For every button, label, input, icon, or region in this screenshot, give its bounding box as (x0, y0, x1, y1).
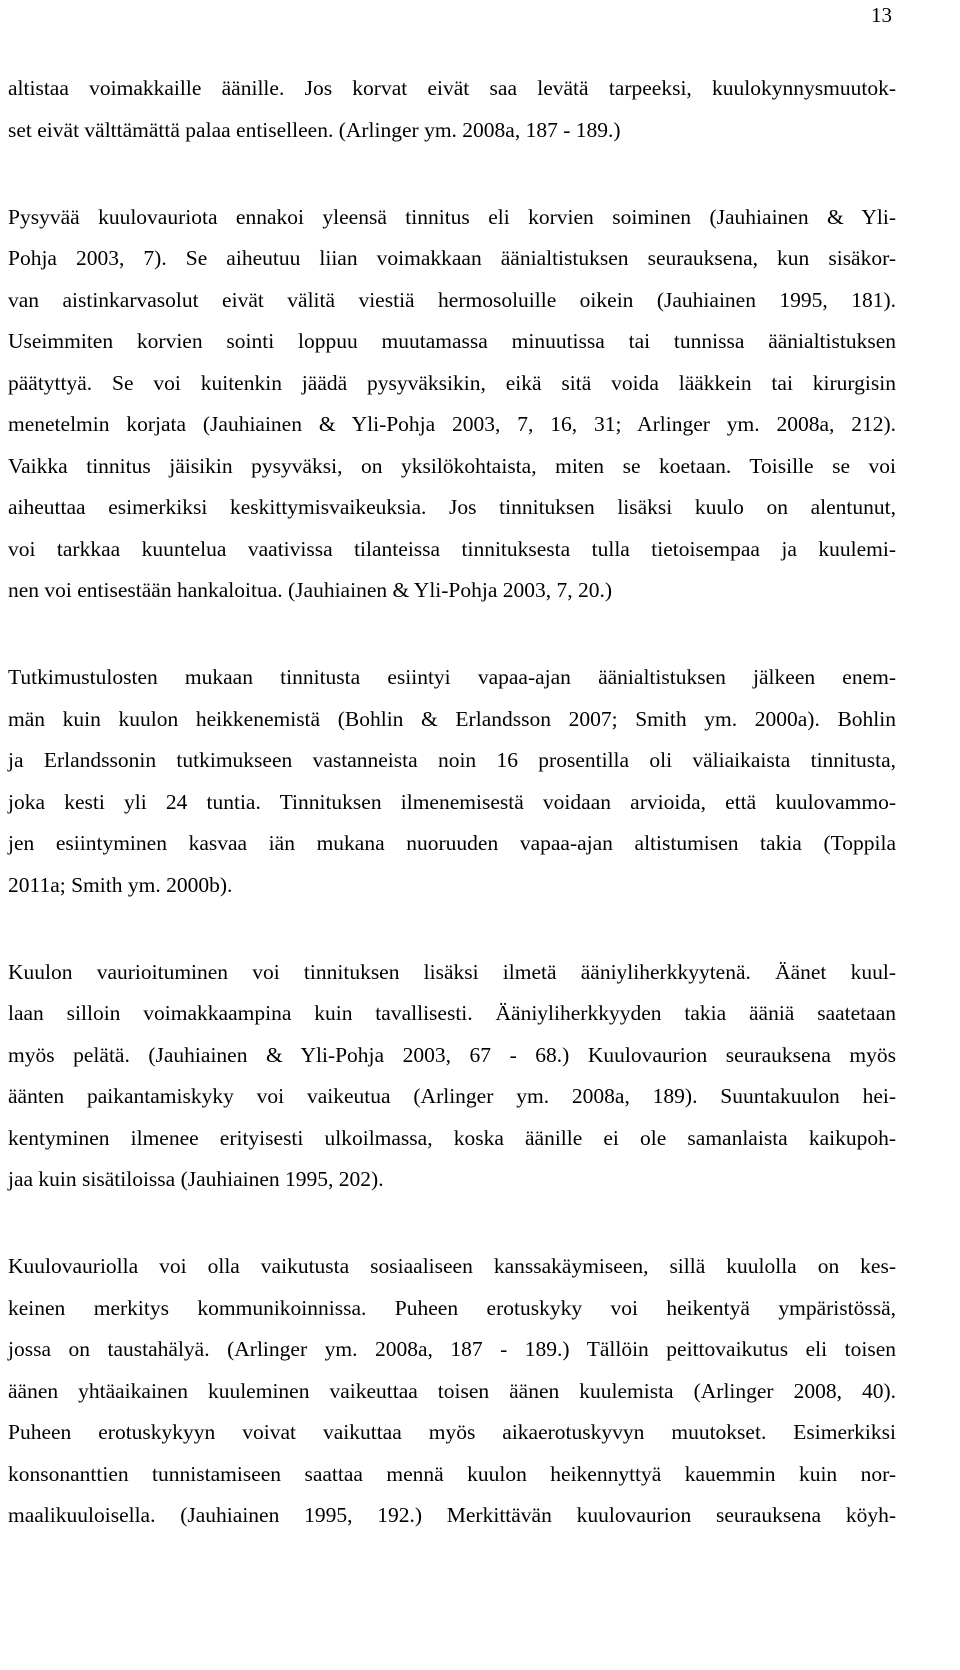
text-line: aiheuttaa esimerkiksi keskittymisvaikeuksia. Jos tinnituksen lisäksi kuulo on alentunut, (8, 495, 896, 519)
text-line: Puheen erotuskykyyn voivat vaikuttaa myös aikaerotuskyvyn muutokset. Esimerkiksi (8, 1420, 896, 1444)
text-line: jaa kuin sisätiloissa (Jauhiainen 1995, 202). (8, 1167, 384, 1191)
text-line: keinen merkitys kommunikoinnissa. Puheen erotuskyky voi heikentyä ympäristössä, (8, 1295, 896, 1320)
document-body (8, 68, 896, 1582)
text-line: kentyminen ilmenee erityisesti ulkoilmassa, koska äänille ei ole samanlaista kaikupoh- (8, 1125, 896, 1150)
text-line: konsonanttien tunnistamiseen saattaa mennä kuulon heikennyttyä kauemmin kuin nor- (8, 1461, 896, 1486)
text-line: Pohja 2003, 7). Se aiheutuu liian voimakkaan äänialtistuksen seurauksena, kun sisäkor- (8, 246, 896, 270)
text-line: nen voi entisestään hankaloitua. (Jauhiainen & Yli-Pohja 2003, 7, 20.) (8, 578, 613, 602)
paragraph (8, 68, 896, 151)
text-line: Pysyvää kuulovauriota ennakoi yleensä tinnitus eli korvien soiminen (Jauhiainen & Yli- (8, 204, 896, 229)
text-line: Kuulon vaurioituminen voi tinnituksen lisäksi ilmetä ääniyliherkkyytenä. Äänet kuul- (8, 959, 896, 984)
text-line: voi tarkkaa kuuntelua vaativissa tilanteissa tinnituksesta tulla tietoisempaa ja kuulemi- (8, 536, 896, 561)
text-line: päätyttyä. Se voi kuitenkin jäädä pysyväksikin, eikä sitä voida lääkkein tai kirurgisin (8, 370, 896, 395)
text-line: äänten paikantamiskyky voi vaikeutua (Arlinger ym. 2008a, 189). Suuntakuulon hei- (8, 1084, 896, 1108)
text-line: Vaikka tinnitus jäisikin pysyväksi, on yksilökohtaista, miten se koetaan. Toisille se voi (8, 453, 896, 478)
text-line: 2011a; Smith ym. 2000b). (8, 872, 233, 897)
text-line: altistaa voimakkaille äänille. Jos korvat eivät saa levätä tarpeeksi, kuulokynnysmuutok- (8, 76, 896, 100)
text-line: män kuin kuulon heikkenemistä (Bohlin & Erlandsson 2007; Smith ym. 2000a). Bohlin (8, 706, 896, 731)
paragraph (8, 1246, 896, 1537)
text-line: set eivät välttämättä palaa entiselleen. (Arlinger ym. 2008a, 187 - 189.) (8, 117, 621, 142)
text-line: maalikuuloisella. (Jauhiainen 1995, 192.) Merkittävän kuulovaurion seurauksena köyh- (8, 1503, 896, 1527)
text-line: jossa on taustahälyä. (Arlinger ym. 2008a, 187 - 189.) Tällöin peittovaikutus eli toisen (8, 1337, 896, 1361)
page-number: 13 (871, 3, 892, 27)
paragraph (8, 197, 896, 612)
text-line: menetelmin korjata (Jauhiainen & Yli-Pohja 2003, 7, 16, 31; Arlinger ym. 2008a, 212). (8, 412, 896, 436)
text-line: myös pelätä. (Jauhiainen & Yli-Pohja 2003, 67 - 68.) Kuulovaurion seurauksena myös (8, 1042, 896, 1067)
text-line: Tutkimustulosten mukaan tinnitusta esiintyi vapaa-ajan äänialtistuksen jälkeen enem- (8, 665, 896, 689)
text-line: jen esiintyminen kasvaa iän mukana nuoruuden vapaa-ajan altistumisen takia (Toppila (8, 831, 896, 855)
text-line: Useimmiten korvien sointi loppuu muutamassa minuutissa tai tunnissa äänialtistuksen (8, 329, 896, 353)
text-line: van aistinkarvasolut eivät välitä viestiä hermosoluille oikein (Jauhiainen 1995, 181). (8, 287, 896, 312)
paragraph (8, 657, 896, 906)
paragraph (8, 952, 896, 1201)
text-line: ja Erlandssonin tutkimukseen vastanneista noin 16 prosentilla oli väliaikaista tinnitusta, (8, 748, 896, 772)
text-line: Kuulovauriolla voi olla vaikutusta sosiaaliseen kanssakäymiseen, sillä kuulolla on kes- (8, 1254, 896, 1278)
text-line: joka kesti yli 24 tuntia. Tinnituksen ilmenemisestä voidaan arvioida, että kuulovammo- (8, 789, 896, 814)
text-line: äänen yhtäaikainen kuuleminen vaikeuttaa toisen äänen kuulemista (Arlinger 2008, 40). (8, 1378, 896, 1403)
text-line: laan silloin voimakkaampina kuin tavallisesti. Ääniyliherkkyyden takia ääniä saatetaan (8, 1001, 896, 1025)
